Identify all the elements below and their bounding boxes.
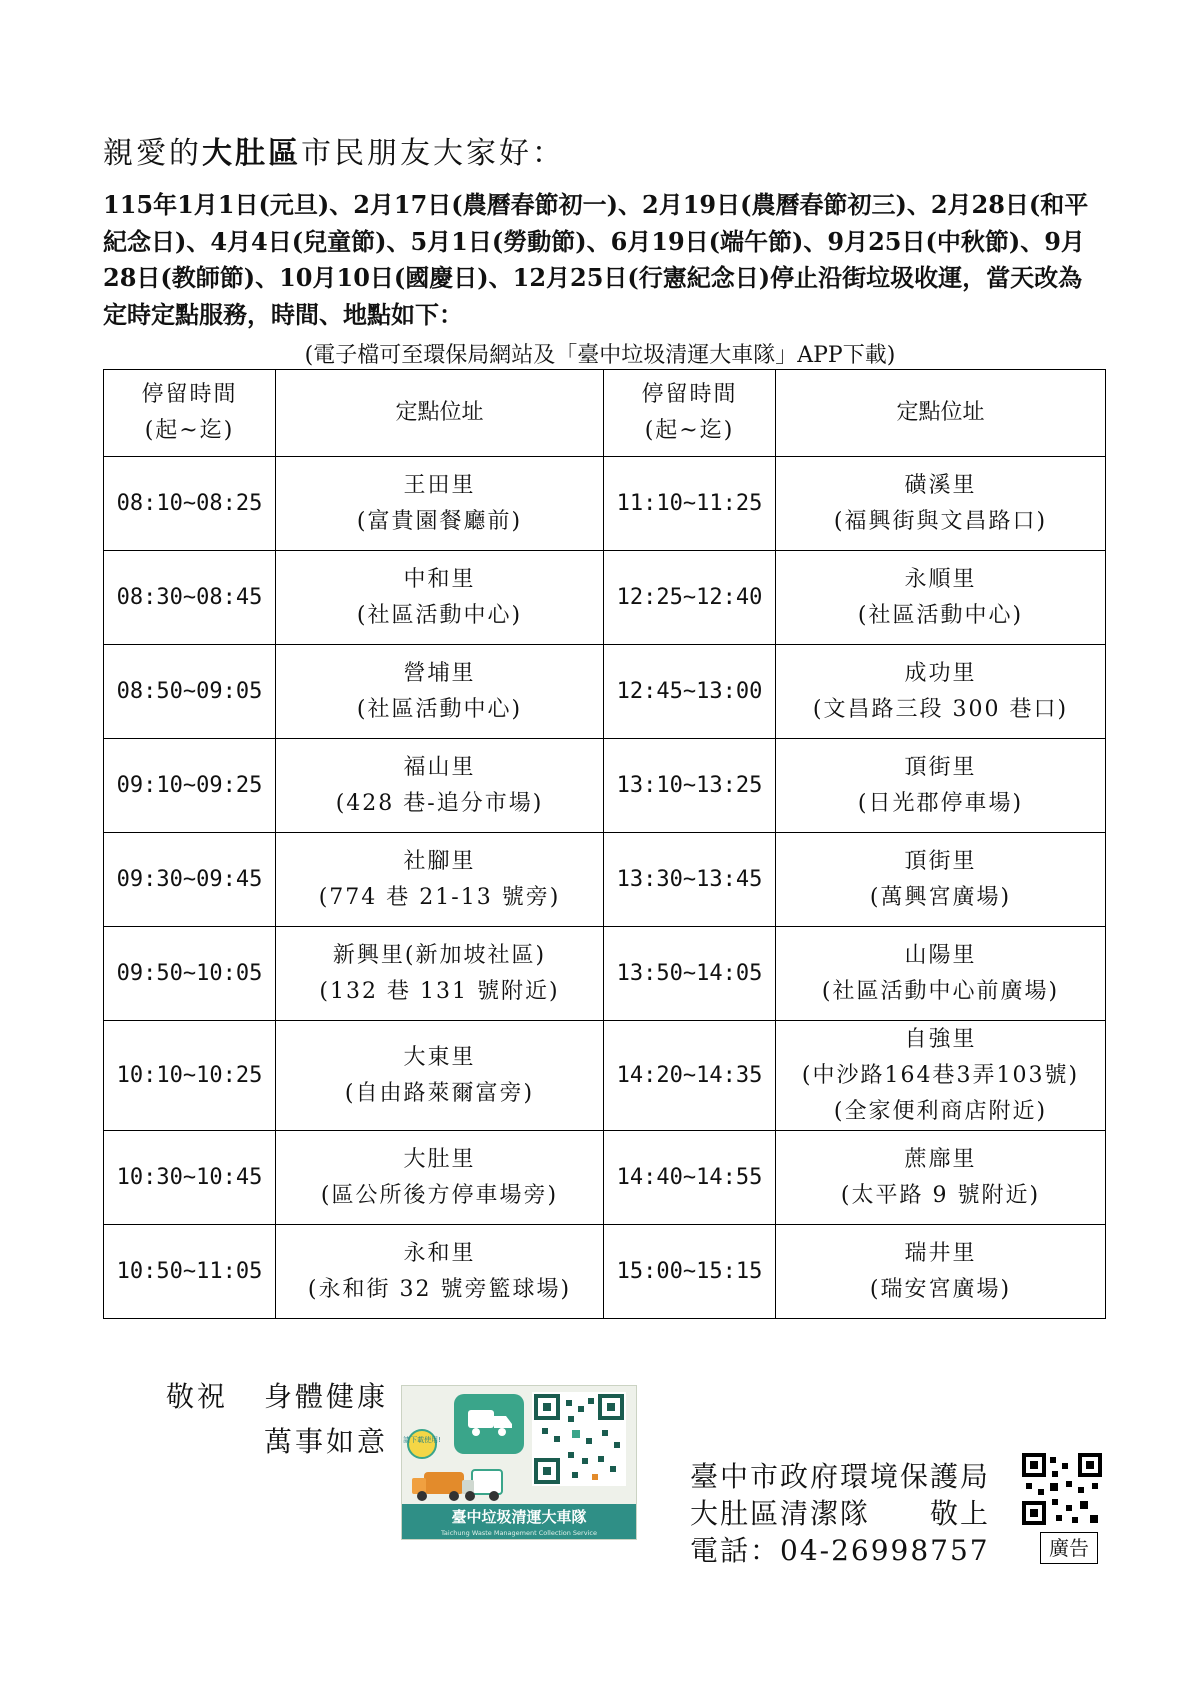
location-detail: (全家便利商店附近): [833, 1098, 1048, 1124]
location-name: 永順里: [904, 566, 977, 592]
footer-agency: 臺中市政府環境保護局: [690, 1460, 991, 1493]
location-detail: (社區活動中心): [857, 602, 1024, 628]
header-location: 定點位址: [776, 370, 1106, 457]
location-name: 永和里: [403, 1240, 476, 1266]
location-cell: [776, 1225, 1106, 1319]
location-name: 福山里: [403, 754, 476, 780]
header-time: [104, 370, 276, 457]
footer-phone: 電話：04-26998757: [690, 1534, 990, 1567]
location-cell: [276, 1131, 604, 1225]
location-name: 大東里: [403, 1044, 476, 1070]
download-bubble-icon: [408, 1430, 436, 1458]
time-cell: 13:30~13:45: [604, 833, 776, 927]
location-cell: [776, 739, 1106, 833]
location-name: 自強里: [904, 1026, 977, 1052]
location-cell: [276, 833, 604, 927]
location-detail: (文昌路三段 300 巷口): [812, 696, 1069, 722]
table-row: [104, 551, 1106, 645]
location-cell: [276, 739, 604, 833]
greeting-district: 大肚區: [202, 136, 301, 171]
table-row: [104, 833, 1106, 927]
table-row: [104, 739, 1106, 833]
header-time-line1: 停留時間: [141, 382, 238, 407]
location-detail: (福興街與文昌路口): [833, 508, 1048, 534]
location-name: 成功里: [904, 660, 977, 686]
location-name: 王田里: [403, 472, 476, 498]
location-name: 磺溪里: [904, 472, 977, 498]
time-cell: 12:45~13:00: [604, 645, 776, 739]
time-cell: 10:30~10:45: [104, 1131, 276, 1225]
location-detail: (區公所後方停車場旁): [320, 1182, 559, 1208]
footer-team: 大肚區清潔隊: [690, 1497, 871, 1530]
time-cell: 11:10~11:25: [604, 457, 776, 551]
location-detail: (社區活動中心前廣場): [821, 978, 1060, 1004]
location-cell: [276, 1225, 604, 1319]
time-cell: 12:25~12:40: [604, 551, 776, 645]
table-header-row: [104, 370, 1106, 457]
ad-badge: 廣告: [1040, 1532, 1098, 1564]
time-cell: 15:00~15:15: [604, 1225, 776, 1319]
greeting-prefix: 親愛的: [103, 136, 202, 171]
greeting-suffix: 市民朋友大家好：: [301, 136, 565, 171]
location-detail: (428 巷-追分市場): [335, 790, 544, 816]
header-location: 定點位址: [276, 370, 604, 457]
time-cell: 13:10~13:25: [604, 739, 776, 833]
location-cell: [776, 645, 1106, 739]
location-detail: (瑞安宮廣場): [869, 1276, 1012, 1302]
holiday-notice: 115年1月1日(元旦)、2月17日(農曆春節初一)、2月19日(農曆春節初三)、2月28日(和平紀念日)、4月4日(兒童節)、5月1日(勞動節)、6月19日(端午節)、9月25日(中秋節)、9月28日(教師節)、10月10日(國慶日)、12月25日(行憲紀念日)停止沿街垃圾收運，當天改為定時定點服務，時間、地點如下：: [103, 190, 1089, 329]
location-cell: [776, 551, 1106, 645]
location-detail: (萬興宮廣場): [869, 884, 1012, 910]
location-name: 山陽里: [904, 942, 977, 968]
closing-wish1: 身體健康: [264, 1380, 389, 1413]
greeting: [103, 128, 565, 172]
time-cell: 10:50~11:05: [104, 1225, 276, 1319]
qr-code-small-icon: [1022, 1453, 1102, 1525]
time-cell: 14:20~14:35: [604, 1021, 776, 1131]
app-banner-graphic: [402, 1386, 636, 1539]
header-time: [604, 370, 776, 457]
location-cell: [276, 645, 604, 739]
location-cell: [276, 927, 604, 1021]
time-cell: 14:40~14:55: [604, 1131, 776, 1225]
header-time-line1: 停留時間: [641, 382, 738, 407]
location-cell: [776, 1131, 1106, 1225]
header-time-line2: (起~迄): [144, 418, 235, 443]
location-name: 中和里: [403, 566, 476, 592]
location-detail: (132 巷 131 號附近): [319, 978, 560, 1004]
location-name: 頂街里: [904, 754, 977, 780]
location-name: 頂街里: [904, 848, 977, 874]
schedule-table: [103, 369, 1106, 1319]
location-detail: (社區活動中心): [356, 602, 523, 628]
app-name: 臺中垃圾清運大車隊: [451, 1508, 587, 1526]
table-row: [104, 645, 1106, 739]
location-name: 新興里(新加坡社區): [332, 942, 547, 968]
time-cell: 08:50~09:05: [104, 645, 276, 739]
location-detail: (永和街 32 號旁籃球場): [307, 1276, 572, 1302]
table-row: [104, 927, 1106, 1021]
bubble-text: 請下載使用!: [403, 1436, 441, 1444]
location-name: 大肚里: [403, 1146, 476, 1172]
location-cell: [276, 457, 604, 551]
table-row: [104, 457, 1106, 551]
location-name: 社腳里: [403, 848, 476, 874]
time-cell: 09:50~10:05: [104, 927, 276, 1021]
location-detail: (社區活動中心): [356, 696, 523, 722]
location-cell: [276, 551, 604, 645]
footer-sign: 敬上: [930, 1497, 991, 1530]
location-detail: (中沙路164巷3弄103號): [801, 1062, 1080, 1088]
location-detail: (774 巷 21-13 號旁): [318, 884, 561, 910]
closing-wish2: 萬事如意: [264, 1425, 389, 1458]
header-time-line2: (起~迄): [644, 418, 735, 443]
time-cell: 08:10~08:25: [104, 457, 276, 551]
location-cell: [776, 457, 1106, 551]
download-note: (電子檔可至環保局網站及「臺中垃圾清運大車隊」APP下載): [304, 343, 896, 368]
location-name: 瑞井里: [904, 1240, 977, 1266]
location-name: 蔗廍里: [904, 1146, 977, 1172]
time-cell: 08:30~08:45: [104, 551, 276, 645]
location-detail: (富貴園餐廳前): [356, 508, 523, 534]
app-name-en: Taichung Waste Management Collection Service: [441, 1529, 597, 1537]
footer-team-line: [690, 1492, 990, 1532]
location-name: 營埔里: [403, 660, 476, 686]
time-cell: 13:50~14:05: [604, 927, 776, 1021]
location-cell: [276, 1021, 604, 1131]
location-detail: (太平路 9 號附近): [840, 1182, 1041, 1208]
location-cell: [776, 927, 1106, 1021]
qr-code-icon: [532, 1392, 626, 1486]
location-cell: [776, 833, 1106, 927]
app-banner[interactable]: [401, 1385, 637, 1540]
time-cell: 09:30~09:45: [104, 833, 276, 927]
table-row: [104, 1131, 1106, 1225]
location-detail: (日光郡停車場): [857, 790, 1024, 816]
closing-salute: 敬祝: [166, 1380, 229, 1413]
location-cell: [776, 1021, 1106, 1131]
time-cell: 10:10~10:25: [104, 1021, 276, 1131]
time-cell: 09:10~09:25: [104, 739, 276, 833]
table-row: [104, 1021, 1106, 1131]
location-detail: (自由路萊爾富旁): [344, 1080, 535, 1106]
table-row: [104, 1225, 1106, 1319]
